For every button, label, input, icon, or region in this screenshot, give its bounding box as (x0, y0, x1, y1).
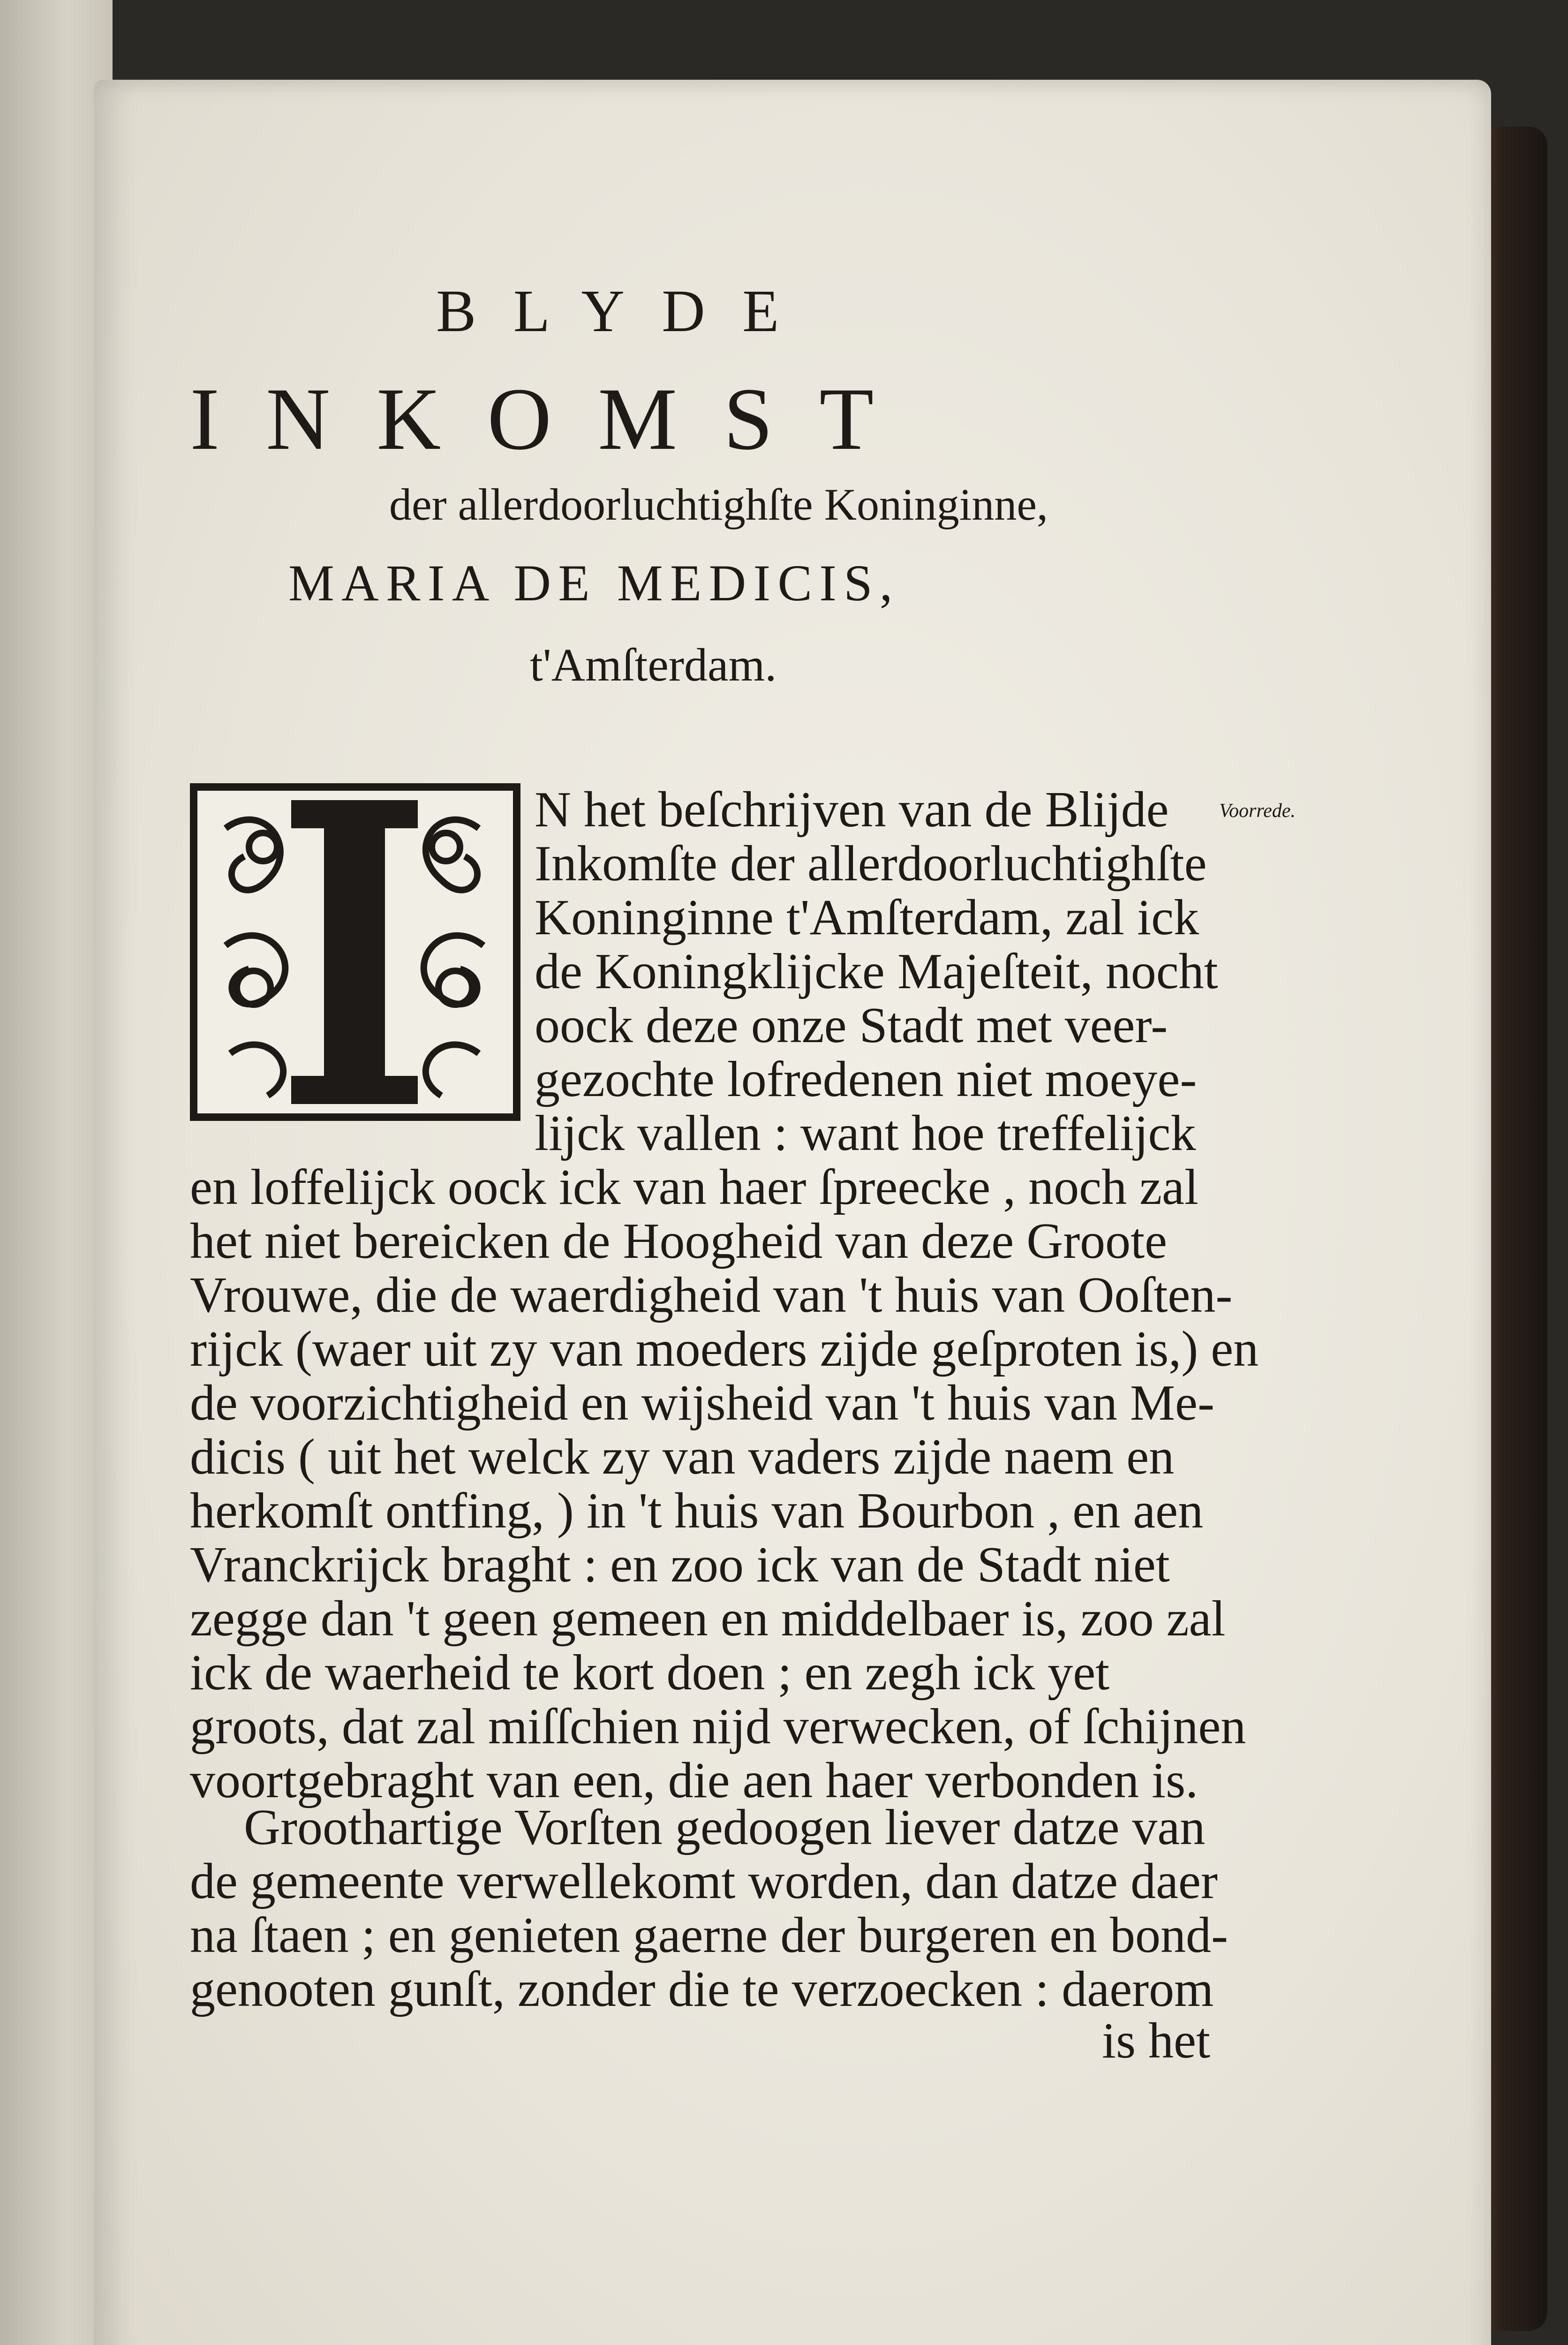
subtitle: der allerdoorluchtighſte Koninginne, (389, 479, 1048, 530)
text-line: herkomſt ontfing, ) in 't huis van Bourbon , en aen (190, 1483, 1204, 1539)
text-line: voortgebraght van een, die aen haer verbonden is. (190, 1753, 1199, 1808)
text-line: de voorzichtigheid en wijsheid van 't huis van Me- (190, 1375, 1214, 1431)
text-line: de gemeente verwellekomt worden, dan datze daer (190, 1853, 1218, 1909)
text-line: rijck (waer uit zy van moeders zijde geſproten is,) en (190, 1321, 1259, 1377)
text-line: na ſtaen ; en genieten gaerne der burgeren en bond- (190, 1907, 1228, 1963)
text-line: de Koningklijcke Majeſteit, nocht (535, 944, 1218, 999)
text-line: ick de waerheid te kort doen ; en zegh ick yet (190, 1645, 1110, 1701)
text-line: Inkomſte der allerdoorluchtighſte (535, 836, 1207, 892)
queen-name: MARIA DE MEDICIS, (288, 554, 900, 612)
margin-note: Voorrede. (1219, 800, 1296, 822)
ornament-icon (197, 791, 513, 1113)
heading-large: INKOMST (190, 370, 920, 469)
place: t'Amſterdam. (530, 639, 777, 691)
text-line: Vranckrijck braght : en zoo ick van de Stadt niet (190, 1537, 1170, 1593)
heading-small: BLYDE (436, 278, 816, 344)
text-line: Vrouwe, die de waerdigheid van 't huis van Ooſten- (190, 1267, 1233, 1323)
text-line: en loffelijck oock ick van haer ſpreecke , noch zal (190, 1159, 1199, 1215)
text-line: Koninginne t'Amſterdam, zal ick (535, 890, 1199, 946)
text-line: lijck vallen : want hoe treffelijck (535, 1105, 1196, 1161)
text-line: oock deze onze Stadt met veer- (535, 998, 1168, 1053)
text-line: dicis ( uit het welck zy van vaders zijde naem en (190, 1429, 1175, 1485)
text-line: N het beſchrijven van de Blijde (535, 782, 1169, 838)
text-line: het niet bereicken de Hoogheid van deze Groote (190, 1213, 1168, 1269)
decorated-initial (190, 783, 520, 1121)
text-line: groots, dat zal miſſchien nijd verwecken, of ſchijnen (190, 1699, 1246, 1755)
catchword: is het (1102, 2013, 1210, 2069)
text-line: genooten gunſt, zonder die te verzoecken : daerom (190, 1961, 1214, 2017)
text-line: gezochte lofredenen niet moeye- (535, 1051, 1197, 1107)
text-line: Groothartige Vorſten gedoogen liever datze van (244, 1800, 1206, 1855)
text-line: zegge dan 't geen gemeen en middelbaer is, zoo zal (190, 1591, 1226, 1647)
